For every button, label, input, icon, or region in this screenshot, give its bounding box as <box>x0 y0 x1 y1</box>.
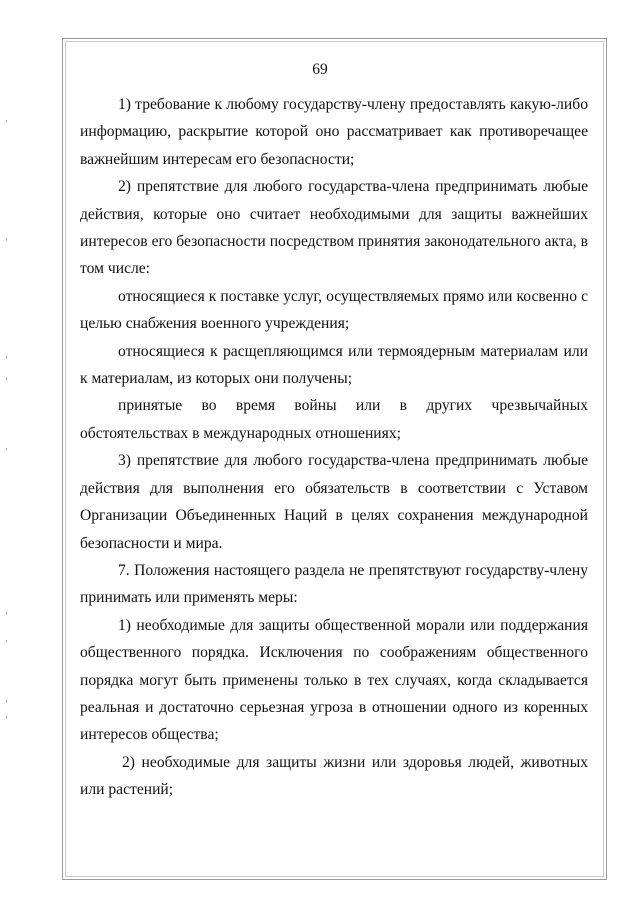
scan-speck <box>6 356 7 359</box>
scan-speck <box>6 716 7 719</box>
paragraph-section-7-item-1: 1) необходимые для защиты общественной морали или поддержания общественного порядка. Исключения по соображениям общественного порядка могут быть применены только в тех случаях, когда складывается реальная и достаточно серьезная угроза в отношении одного из коренных интересов общества; <box>80 616 588 744</box>
document-body <box>80 91 588 804</box>
paragraph-section-7-item-2: 2) необходимые для защиты жизни или здоровья людей, животных или растений; <box>80 753 588 799</box>
paragraph-subitem-services: относящиеся к поставке услуг, осуществляемых прямо или косвенно с целью снабжения военного учреждения; <box>80 287 588 333</box>
page-number: 69 <box>312 61 328 78</box>
scan-speck <box>6 612 7 615</box>
paragraph-subitem-wartime: принятые во время войны или в других чрезвычайных обстоятельствах в международных отношениях; <box>80 397 588 442</box>
scan-speck <box>6 640 7 643</box>
scan-speck <box>6 448 7 451</box>
paragraph-clause-2: 2) препятствие для любого государства-члена предпринимать любые действия, которые оно считает необходимыми для защиты важнейших интересов его безопасности посредством принятия законодательного акта, в том числе: <box>80 178 588 278</box>
scan-speck <box>6 120 7 123</box>
paragraph-clause-1: 1) требование к любому государству-члену предоставлять какую-либо информацию, раскрытие которой оно рассматривает как противоречащее важнейшим интересам его безопасности; <box>80 96 588 168</box>
paragraph-subitem-materials: относящиеся к расщепляющимся или термоядерным материалам или к материалам, из которых они получены; <box>80 342 588 388</box>
scan-speck <box>6 377 7 380</box>
scan-speck <box>6 238 7 241</box>
paragraph-clause-3: 3) препятствие для любого государства-члена предпринимать любые действия для выполнения его обязательств в соответствии с Уставом Организации Объединенных Наций в целях сохранения международной безопасности и мира. <box>80 452 588 552</box>
scan-speck <box>6 700 7 703</box>
paragraph-section-7: 7. Положения настоящего раздела не препятствуют государству-члену принимать или применять меры: <box>80 561 588 607</box>
scan-margin-specks <box>6 0 10 905</box>
